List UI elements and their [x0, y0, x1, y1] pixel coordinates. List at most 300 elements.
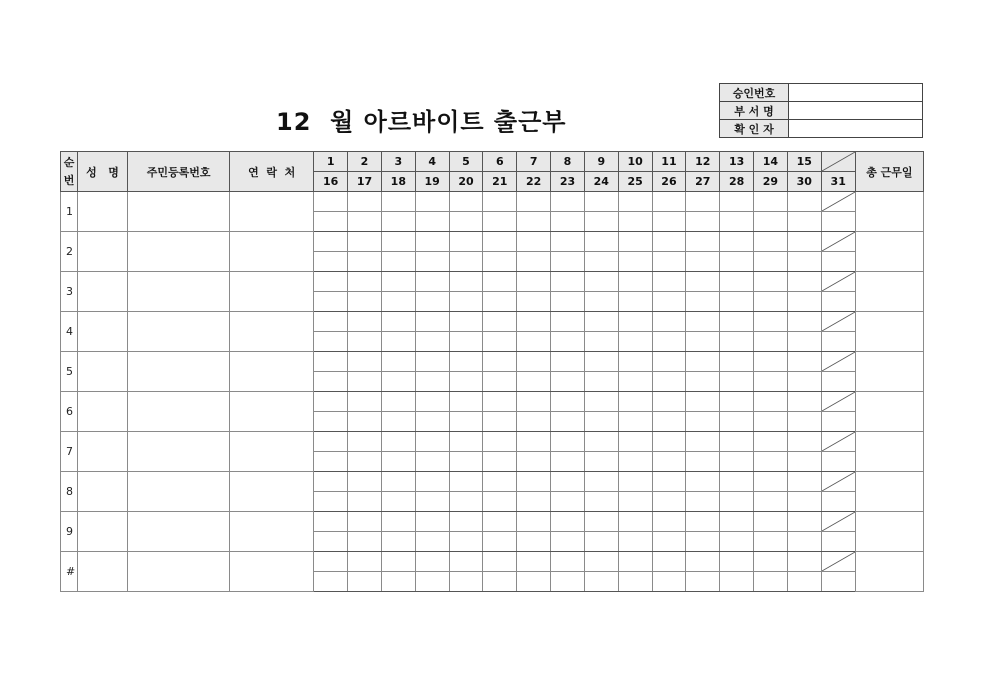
day-cell[interactable]	[314, 292, 348, 312]
day-cell[interactable]	[449, 432, 483, 452]
day-cell[interactable]	[720, 512, 754, 532]
day-cell[interactable]	[618, 492, 652, 512]
day-cell[interactable]	[686, 272, 720, 292]
day-cell[interactable]	[517, 572, 551, 592]
day-cell[interactable]	[720, 392, 754, 412]
id-number-cell[interactable]	[128, 352, 230, 392]
day-cell[interactable]	[483, 332, 517, 352]
day-cell[interactable]	[415, 292, 449, 312]
day-cell[interactable]	[483, 372, 517, 392]
contact-cell[interactable]	[230, 392, 314, 432]
day-cell[interactable]	[720, 492, 754, 512]
day-cell[interactable]	[551, 212, 585, 232]
day-cell[interactable]	[787, 452, 821, 472]
day-cell[interactable]	[754, 252, 788, 272]
day-cell[interactable]	[618, 512, 652, 532]
day-cell[interactable]	[652, 532, 686, 552]
day-cell[interactable]	[415, 352, 449, 372]
day-cell[interactable]	[517, 392, 551, 412]
day-cell[interactable]	[381, 512, 415, 532]
total-days-cell[interactable]	[855, 432, 923, 472]
day-cell[interactable]	[618, 352, 652, 372]
day-cell[interactable]	[415, 432, 449, 452]
day-cell[interactable]	[314, 552, 348, 572]
total-days-cell[interactable]	[855, 272, 923, 312]
day-cell[interactable]	[551, 232, 585, 252]
day-cell[interactable]	[584, 192, 618, 212]
day-cell[interactable]	[381, 572, 415, 592]
contact-cell[interactable]	[230, 352, 314, 392]
id-number-cell[interactable]	[128, 232, 230, 272]
day-cell[interactable]	[449, 232, 483, 252]
name-cell[interactable]	[78, 552, 128, 592]
day-cell[interactable]	[584, 472, 618, 492]
day-cell[interactable]	[314, 472, 348, 492]
day-cell[interactable]	[720, 252, 754, 272]
day-cell[interactable]	[348, 432, 382, 452]
day-cell[interactable]	[517, 492, 551, 512]
day-cell[interactable]	[584, 452, 618, 472]
day-cell[interactable]	[551, 412, 585, 432]
day-cell[interactable]	[517, 432, 551, 452]
day-cell[interactable]	[720, 452, 754, 472]
day-cell[interactable]	[584, 272, 618, 292]
day-cell[interactable]	[314, 492, 348, 512]
day-cell[interactable]	[415, 252, 449, 272]
day-cell[interactable]	[652, 232, 686, 252]
day-cell[interactable]	[686, 572, 720, 592]
contact-cell[interactable]	[230, 432, 314, 472]
day-cell[interactable]	[754, 332, 788, 352]
day-cell[interactable]	[686, 192, 720, 212]
day-cell[interactable]	[517, 252, 551, 272]
day-cell[interactable]	[618, 212, 652, 232]
day-cell[interactable]	[314, 372, 348, 392]
day-cell[interactable]	[821, 292, 855, 312]
day-cell[interactable]	[720, 192, 754, 212]
day-cell[interactable]	[348, 232, 382, 252]
day-cell[interactable]	[449, 332, 483, 352]
day-cell[interactable]	[652, 352, 686, 372]
day-cell[interactable]	[618, 472, 652, 492]
day-cell[interactable]	[618, 332, 652, 352]
day-cell[interactable]	[415, 512, 449, 532]
day-cell[interactable]	[551, 572, 585, 592]
day-cell[interactable]	[720, 472, 754, 492]
day-cell[interactable]	[415, 272, 449, 292]
day-cell[interactable]	[652, 212, 686, 232]
day-cell[interactable]	[483, 192, 517, 212]
day-cell[interactable]	[415, 192, 449, 212]
day-cell[interactable]	[551, 512, 585, 532]
id-number-cell[interactable]	[128, 312, 230, 352]
day-cell[interactable]	[449, 412, 483, 432]
day-cell[interactable]	[381, 472, 415, 492]
day-cell[interactable]	[348, 412, 382, 432]
day-cell[interactable]	[754, 272, 788, 292]
day-cell[interactable]	[618, 432, 652, 452]
day-cell[interactable]	[348, 272, 382, 292]
day-cell[interactable]	[551, 392, 585, 412]
day-cell[interactable]	[314, 352, 348, 372]
day-cell[interactable]	[652, 452, 686, 472]
day-cell[interactable]	[449, 272, 483, 292]
day-cell[interactable]	[584, 312, 618, 332]
day-cell[interactable]	[348, 532, 382, 552]
day-cell[interactable]	[754, 492, 788, 512]
day-cell[interactable]	[449, 472, 483, 492]
id-number-cell[interactable]	[128, 472, 230, 512]
day-cell[interactable]	[720, 232, 754, 252]
day-cell[interactable]	[449, 392, 483, 412]
total-days-cell[interactable]	[855, 352, 923, 392]
day-cell[interactable]	[314, 192, 348, 212]
day-cell[interactable]	[821, 412, 855, 432]
day-cell[interactable]	[618, 552, 652, 572]
day-cell[interactable]	[517, 412, 551, 432]
day-cell[interactable]	[584, 252, 618, 272]
day-cell[interactable]	[584, 552, 618, 572]
day-cell[interactable]	[551, 492, 585, 512]
day-cell[interactable]	[584, 572, 618, 592]
day-cell[interactable]	[618, 252, 652, 272]
day-cell[interactable]	[517, 532, 551, 552]
day-cell[interactable]	[652, 492, 686, 512]
day-cell[interactable]	[381, 332, 415, 352]
total-days-cell[interactable]	[855, 312, 923, 352]
contact-cell[interactable]	[230, 192, 314, 232]
day-cell[interactable]	[415, 532, 449, 552]
day-cell[interactable]	[720, 372, 754, 392]
day-cell[interactable]	[720, 332, 754, 352]
day-cell[interactable]	[415, 552, 449, 572]
day-cell[interactable]	[821, 212, 855, 232]
day-cell[interactable]	[415, 572, 449, 592]
day-cell[interactable]	[551, 192, 585, 212]
day-cell[interactable]	[618, 392, 652, 412]
day-cell[interactable]	[517, 472, 551, 492]
day-cell[interactable]	[618, 412, 652, 432]
day-cell[interactable]	[686, 452, 720, 472]
day-cell[interactable]	[720, 212, 754, 232]
approval-value[interactable]	[789, 120, 923, 138]
day-cell[interactable]	[618, 572, 652, 592]
day-cell[interactable]	[754, 392, 788, 412]
day-cell[interactable]	[787, 572, 821, 592]
day-cell[interactable]	[314, 412, 348, 432]
day-cell[interactable]	[381, 392, 415, 412]
day-cell[interactable]	[314, 392, 348, 412]
day-cell[interactable]	[449, 212, 483, 232]
day-cell[interactable]	[686, 252, 720, 272]
day-cell[interactable]	[652, 192, 686, 212]
day-cell[interactable]	[551, 292, 585, 312]
day-cell[interactable]	[517, 332, 551, 352]
day-cell[interactable]	[314, 212, 348, 232]
day-cell[interactable]	[754, 352, 788, 372]
day-cell[interactable]	[686, 392, 720, 412]
day-cell[interactable]	[754, 512, 788, 532]
day-cell[interactable]	[415, 312, 449, 332]
day-cell[interactable]	[348, 452, 382, 472]
day-cell[interactable]	[483, 292, 517, 312]
day-cell[interactable]	[787, 492, 821, 512]
name-cell[interactable]	[78, 272, 128, 312]
day-cell[interactable]	[483, 232, 517, 252]
day-cell[interactable]	[787, 232, 821, 252]
day-cell[interactable]	[551, 552, 585, 572]
day-cell[interactable]	[787, 292, 821, 312]
day-cell[interactable]	[720, 312, 754, 332]
day-cell[interactable]	[551, 372, 585, 392]
day-cell[interactable]	[449, 532, 483, 552]
day-cell[interactable]	[381, 192, 415, 212]
day-cell[interactable]	[686, 552, 720, 572]
id-number-cell[interactable]	[128, 552, 230, 592]
total-days-cell[interactable]	[855, 552, 923, 592]
day-cell[interactable]	[584, 212, 618, 232]
name-cell[interactable]	[78, 432, 128, 472]
day-cell[interactable]	[787, 252, 821, 272]
day-cell[interactable]	[686, 492, 720, 512]
day-cell[interactable]	[348, 392, 382, 412]
day-cell[interactable]	[787, 552, 821, 572]
day-cell[interactable]	[517, 212, 551, 232]
day-cell[interactable]	[787, 472, 821, 492]
day-cell[interactable]	[415, 232, 449, 252]
day-cell[interactable]	[551, 272, 585, 292]
day-cell[interactable]	[652, 292, 686, 312]
name-cell[interactable]	[78, 472, 128, 512]
day-cell[interactable]	[483, 312, 517, 332]
day-cell[interactable]	[618, 312, 652, 332]
day-cell[interactable]	[787, 192, 821, 212]
day-cell[interactable]	[720, 572, 754, 592]
day-cell[interactable]	[618, 192, 652, 212]
day-cell[interactable]	[381, 212, 415, 232]
day-cell[interactable]	[652, 372, 686, 392]
day-cell[interactable]	[314, 432, 348, 452]
id-number-cell[interactable]	[128, 272, 230, 312]
day-cell[interactable]	[754, 572, 788, 592]
total-days-cell[interactable]	[855, 512, 923, 552]
day-cell[interactable]	[517, 272, 551, 292]
day-cell[interactable]	[821, 532, 855, 552]
day-cell[interactable]	[449, 292, 483, 312]
day-cell[interactable]	[483, 512, 517, 532]
approval-value[interactable]	[789, 102, 923, 120]
day-cell[interactable]	[551, 452, 585, 472]
day-cell[interactable]	[415, 212, 449, 232]
day-cell[interactable]	[787, 352, 821, 372]
day-cell[interactable]	[686, 212, 720, 232]
day-cell[interactable]	[449, 492, 483, 512]
day-cell[interactable]	[652, 552, 686, 572]
day-cell[interactable]	[754, 212, 788, 232]
day-cell[interactable]	[449, 352, 483, 372]
day-cell[interactable]	[483, 352, 517, 372]
day-cell[interactable]	[686, 472, 720, 492]
contact-cell[interactable]	[230, 312, 314, 352]
day-cell[interactable]	[652, 312, 686, 332]
day-cell[interactable]	[483, 212, 517, 232]
day-cell[interactable]	[821, 332, 855, 352]
day-cell[interactable]	[348, 332, 382, 352]
day-cell[interactable]	[314, 232, 348, 252]
id-number-cell[interactable]	[128, 392, 230, 432]
day-cell[interactable]	[381, 552, 415, 572]
day-cell[interactable]	[720, 432, 754, 452]
day-cell[interactable]	[314, 532, 348, 552]
day-cell[interactable]	[381, 432, 415, 452]
day-cell[interactable]	[652, 272, 686, 292]
day-cell[interactable]	[618, 452, 652, 472]
day-cell[interactable]	[652, 332, 686, 352]
day-cell[interactable]	[754, 312, 788, 332]
day-cell[interactable]	[449, 372, 483, 392]
day-cell[interactable]	[415, 412, 449, 432]
day-cell[interactable]	[517, 552, 551, 572]
day-cell[interactable]	[381, 312, 415, 332]
day-cell[interactable]	[415, 472, 449, 492]
day-cell[interactable]	[314, 312, 348, 332]
total-days-cell[interactable]	[855, 472, 923, 512]
name-cell[interactable]	[78, 312, 128, 352]
day-cell[interactable]	[483, 272, 517, 292]
day-cell[interactable]	[584, 512, 618, 532]
day-cell[interactable]	[483, 472, 517, 492]
day-cell[interactable]	[551, 312, 585, 332]
contact-cell[interactable]	[230, 552, 314, 592]
name-cell[interactable]	[78, 232, 128, 272]
day-cell[interactable]	[381, 232, 415, 252]
day-cell[interactable]	[348, 472, 382, 492]
day-cell[interactable]	[381, 412, 415, 432]
day-cell[interactable]	[652, 512, 686, 532]
day-cell[interactable]	[551, 332, 585, 352]
day-cell[interactable]	[449, 572, 483, 592]
day-cell[interactable]	[415, 452, 449, 472]
day-cell[interactable]	[618, 372, 652, 392]
name-cell[interactable]	[78, 512, 128, 552]
day-cell[interactable]	[483, 452, 517, 472]
day-cell[interactable]	[483, 392, 517, 412]
day-cell[interactable]	[314, 572, 348, 592]
day-cell[interactable]	[584, 432, 618, 452]
day-cell[interactable]	[551, 252, 585, 272]
day-cell[interactable]	[348, 312, 382, 332]
day-cell[interactable]	[314, 252, 348, 272]
day-cell[interactable]	[754, 292, 788, 312]
day-cell[interactable]	[314, 452, 348, 472]
day-cell[interactable]	[449, 452, 483, 472]
contact-cell[interactable]	[230, 472, 314, 512]
day-cell[interactable]	[415, 492, 449, 512]
day-cell[interactable]	[517, 352, 551, 372]
day-cell[interactable]	[415, 392, 449, 412]
day-cell[interactable]	[720, 552, 754, 572]
contact-cell[interactable]	[230, 272, 314, 312]
day-cell[interactable]	[787, 272, 821, 292]
day-cell[interactable]	[686, 372, 720, 392]
id-number-cell[interactable]	[128, 512, 230, 552]
day-cell[interactable]	[584, 392, 618, 412]
day-cell[interactable]	[348, 352, 382, 372]
day-cell[interactable]	[787, 332, 821, 352]
day-cell[interactable]	[584, 352, 618, 372]
total-days-cell[interactable]	[855, 232, 923, 272]
day-cell[interactable]	[686, 292, 720, 312]
day-cell[interactable]	[787, 412, 821, 432]
day-cell[interactable]	[754, 192, 788, 212]
day-cell[interactable]	[517, 312, 551, 332]
day-cell[interactable]	[314, 512, 348, 532]
day-cell[interactable]	[652, 472, 686, 492]
day-cell[interactable]	[754, 532, 788, 552]
day-cell[interactable]	[618, 532, 652, 552]
name-cell[interactable]	[78, 392, 128, 432]
day-cell[interactable]	[348, 212, 382, 232]
day-cell[interactable]	[449, 552, 483, 572]
day-cell[interactable]	[348, 512, 382, 532]
day-cell[interactable]	[787, 312, 821, 332]
day-cell[interactable]	[415, 332, 449, 352]
day-cell[interactable]	[381, 352, 415, 372]
day-cell[interactable]	[720, 352, 754, 372]
day-cell[interactable]	[754, 552, 788, 572]
day-cell[interactable]	[551, 352, 585, 372]
day-cell[interactable]	[381, 532, 415, 552]
day-cell[interactable]	[449, 512, 483, 532]
day-cell[interactable]	[652, 392, 686, 412]
day-cell[interactable]	[348, 552, 382, 572]
day-cell[interactable]	[754, 412, 788, 432]
id-number-cell[interactable]	[128, 432, 230, 472]
day-cell[interactable]	[787, 212, 821, 232]
day-cell[interactable]	[821, 572, 855, 592]
day-cell[interactable]	[754, 452, 788, 472]
day-cell[interactable]	[821, 372, 855, 392]
day-cell[interactable]	[483, 572, 517, 592]
day-cell[interactable]	[381, 492, 415, 512]
day-cell[interactable]	[551, 432, 585, 452]
day-cell[interactable]	[787, 392, 821, 412]
name-cell[interactable]	[78, 192, 128, 232]
day-cell[interactable]	[754, 472, 788, 492]
day-cell[interactable]	[381, 372, 415, 392]
day-cell[interactable]	[584, 332, 618, 352]
day-cell[interactable]	[415, 372, 449, 392]
day-cell[interactable]	[787, 512, 821, 532]
day-cell[interactable]	[584, 492, 618, 512]
day-cell[interactable]	[686, 412, 720, 432]
day-cell[interactable]	[720, 412, 754, 432]
day-cell[interactable]	[381, 452, 415, 472]
day-cell[interactable]	[348, 292, 382, 312]
day-cell[interactable]	[584, 232, 618, 252]
day-cell[interactable]	[686, 332, 720, 352]
day-cell[interactable]	[483, 432, 517, 452]
day-cell[interactable]	[348, 492, 382, 512]
day-cell[interactable]	[821, 452, 855, 472]
day-cell[interactable]	[686, 352, 720, 372]
day-cell[interactable]	[686, 532, 720, 552]
day-cell[interactable]	[686, 232, 720, 252]
day-cell[interactable]	[686, 312, 720, 332]
day-cell[interactable]	[483, 252, 517, 272]
day-cell[interactable]	[821, 492, 855, 512]
day-cell[interactable]	[381, 292, 415, 312]
